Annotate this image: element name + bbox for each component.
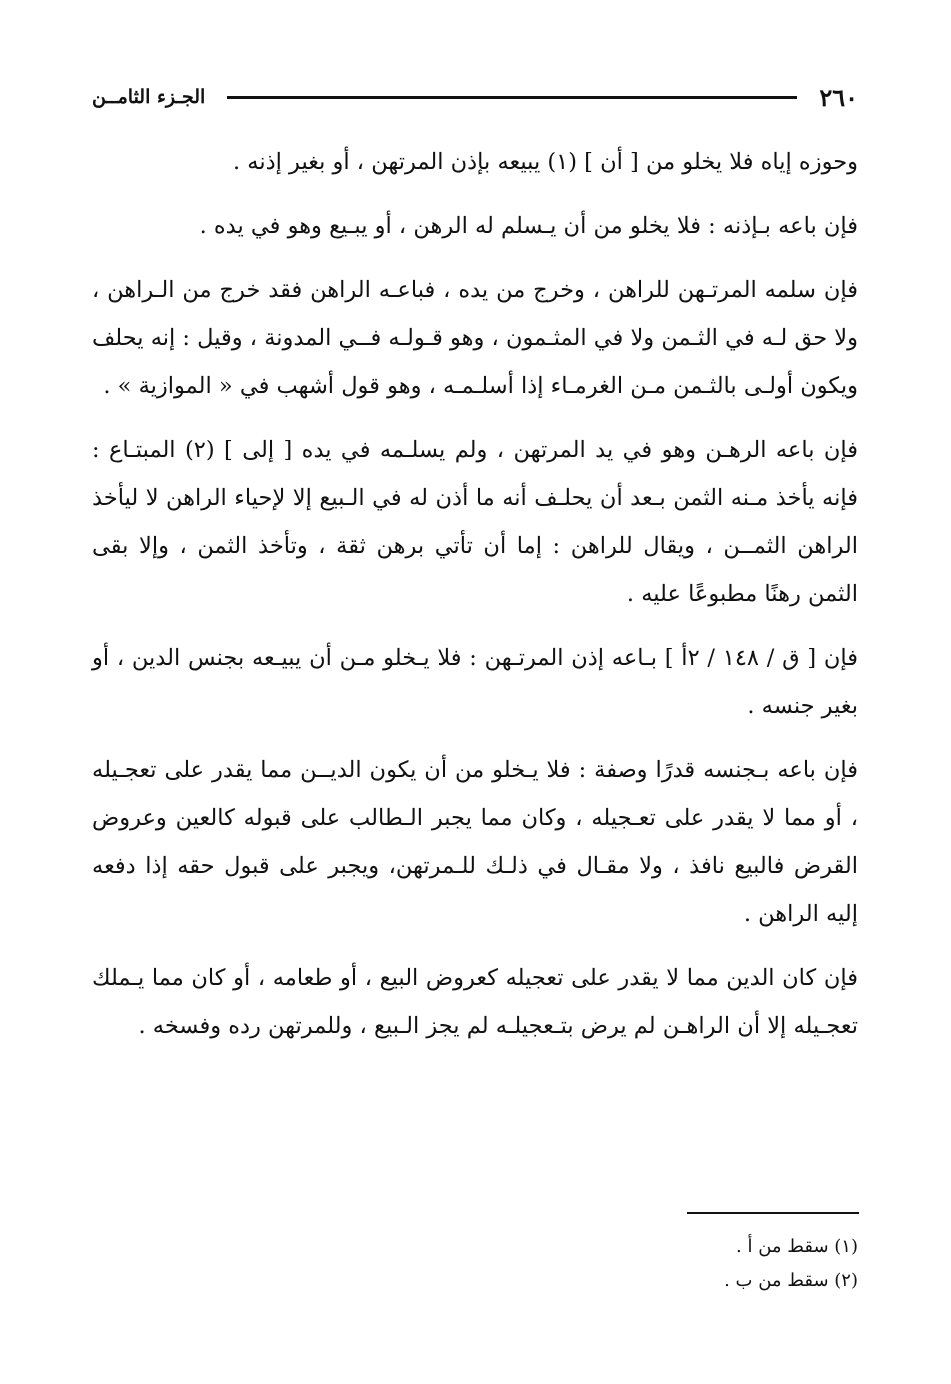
running-title: الجـزء الثامــن: [92, 86, 206, 108]
body-text: [92, 138, 858, 1066]
paragraph: وحوزه إياه فلا يخلو من [ أن ] (١) يبيعه بإذن المرتهن ، أو بغير إذنه .: [232, 149, 858, 175]
paragraph: فإن باعه الرهـن وهو في يد المرتهن ، ولم يسلـمه في يده [ إلى ] (٢) المبتـاع : فإنه يأخذ مـنه الثمن بـعد أن يحلـف أنه ما أذن له في الـبيع إلا لإحياء الراهن لا ليأخذ الراهن الثمــن ، ويقال للراهن : إما أن تأتي برهن ثقة ، وتأخذ الثمن ، وإلا بقى الثمن رهنًا مطبوعًا عليه .: [92, 437, 858, 607]
paragraph: فإن [ ق / ١٤٨ / ٢أ ] بـاعه إذن المرتـهن : فلا يـخلو مـن أن يبيـعه بجنس الدين ، أو بغير جنسه .: [92, 645, 859, 719]
footnote: (١) سقط من أ .: [736, 1236, 858, 1257]
paragraph: فإن باعه بـجنسه قدرًا وصفة : فلا يـخلو من أن يكون الديــن مما يقدر على تعجـيله ، أو مما لا يقدر على تعـجيله ، وكان مما يجبر الـطالب على قبوله كالعين وعروض القرض فالبيع نافذ ، ولا مقـال في ذلـك للـمرتهن، ويجبر على قبول حقه إذا دفعه إليه الراهن .: [92, 757, 858, 927]
page-number: ٢٦٠: [819, 82, 858, 112]
footnotes: [92, 1230, 858, 1298]
paragraph: فإن سلمه المرتـهن للراهن ، وخرج من يده ، فباعـه الراهن فقد خرج من الـراهن ، ولا حق لـه في الثـمن ولا في المثـمون ، وهو قـولـه فــي المدونة ، وقيل : إنه يحلف ويكون أولـى بالثـمن مـن الغرمـاء إذا أسلـمـه ، وهو قول أشهب في « الموازية » .: [92, 277, 858, 399]
header-rule: [227, 96, 797, 99]
paragraph: فإن كان الدين مما لا يقدر على تعجيله كعروض البيع ، أو طعامه ، أو كان مما يـملك تعجـيله إلا أن الراهـن لم يرض بتـعجيلـه لم يجز الـبيع ، وللمرتهن رده وفسخه .: [92, 965, 858, 1039]
page-header: [92, 80, 858, 114]
footnote-separator: [687, 1212, 859, 1214]
paragraph: فإن باعه بـإذنه : فلا يخلو من أن يـسلم له الرهن ، أو يبـيع وهو في يده .: [199, 213, 858, 239]
footnote: (٢) سقط من ب .: [724, 1270, 858, 1291]
